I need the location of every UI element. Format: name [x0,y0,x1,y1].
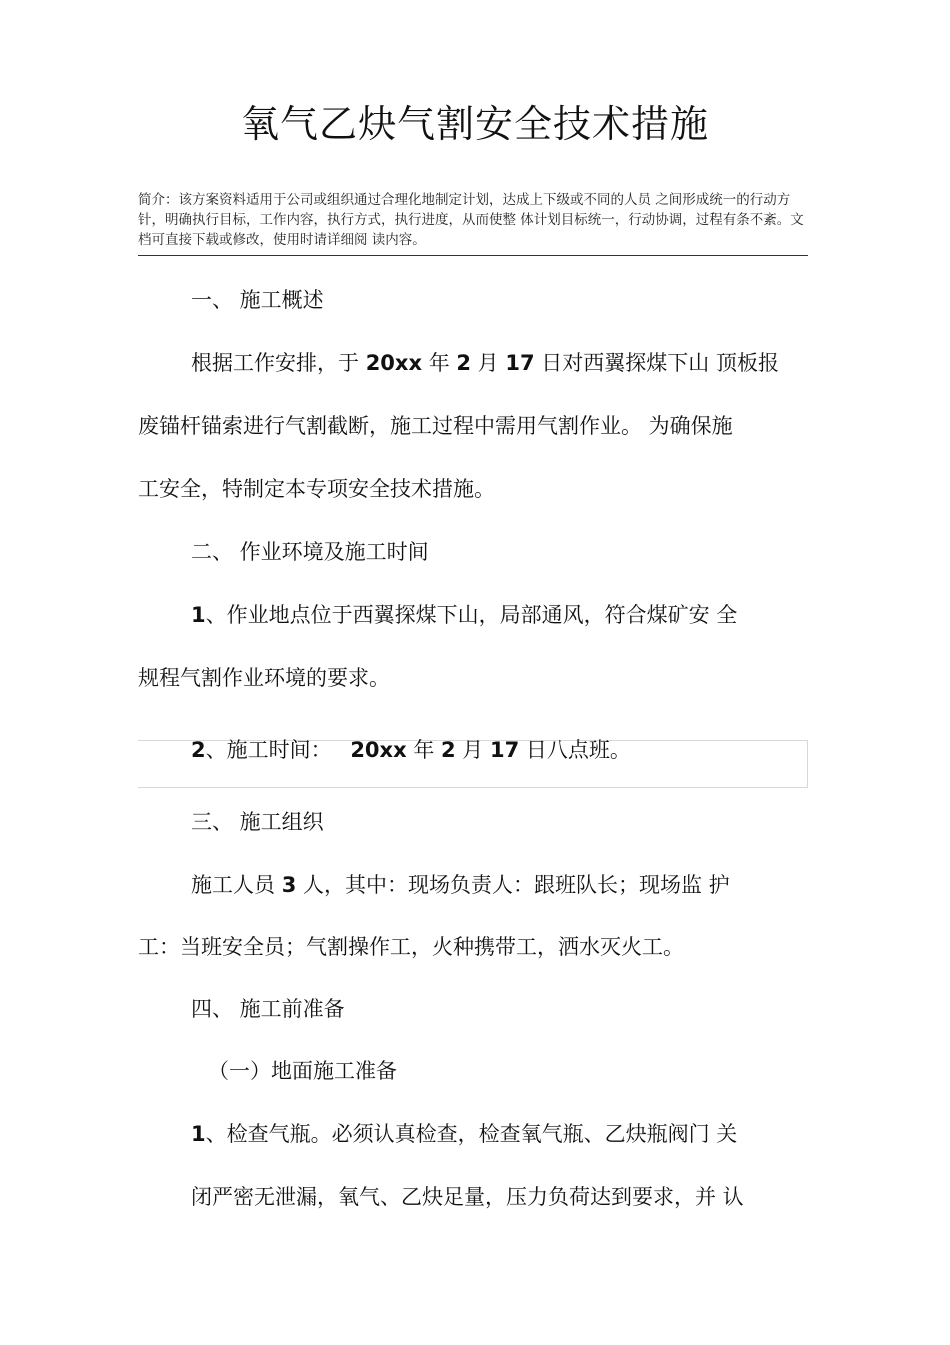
section-2-item-1-line-1 [191,599,737,629]
text: 日对西翼探煤下山 顶板报 [534,351,779,375]
month: 2 [456,351,471,375]
summary-paragraph: 简介：该方案资料适用于公司或组织通过合理化地制定计划，达成上下级或不同的人员 之间形成统一的行动方针，明确执行目标，工作内容，执行方式，执行进度，从而使整 体计划目标统一，行动协调，过程有条不紊。文档可直接下载或修改，使用时请详细阅 读内容。 [138,192,804,248]
section-4-item-1-line-1 [191,1118,737,1148]
text: 人，其中：现场负责人：跟班队长；现场监 护 [296,873,730,897]
section-3-heading: 三、 施工组织 [191,810,324,834]
day: 17 [505,351,535,375]
text: 日八点班。 [519,738,631,762]
summary-divider [138,255,808,256]
year: 20xx [365,351,423,375]
section-4-heading: 四、 施工前准备 [191,997,345,1021]
section-4-item-1-line-2: 闭严密无泄漏，氧气、乙炔足量，压力负荷达到要求，并 认 [191,1185,744,1209]
year: 20xx [350,738,407,762]
section-1-line-3: 工安全，特制定本专项安全技术措施。 [138,477,495,501]
item-number: 1 [191,603,206,627]
section-4-subheading-1: （一）地面施工准备 [208,1059,397,1083]
text: 施工人员 [191,873,282,897]
text: 月 [455,738,490,762]
section-1-heading: 一、 施工概述 [191,288,324,312]
section-2-item-1-line-2: 规程气割作业环境的要求。 [138,666,390,690]
section-1-line-2: 废锚杆锚索进行气割截断，施工过程中需用气割作业。 为确保施 [138,414,733,438]
box-border-bottom [138,787,808,788]
item-number: 2 [191,738,206,762]
section-2-item-2 [191,734,631,764]
text: 年 [406,738,441,762]
item-number: 1 [191,1122,206,1146]
month: 2 [441,738,456,762]
text: 根据工作安排，于 [191,351,366,375]
day: 17 [489,738,520,762]
section-2-heading: 二、 作业环境及施工时间 [191,540,429,564]
text: 年 [422,351,457,375]
text: 、检查气瓶。必须认真检查，检查氧气瓶、乙炔瓶阀门 关 [205,1122,738,1146]
box-border-right [807,740,808,787]
document-title: 氧气乙炔气割安全技术措施 [240,102,709,146]
section-3-line-2: 工：当班安全员；气割操作工，火种携带工，洒水灭火工。 [138,935,684,959]
number: 3 [281,873,297,897]
section-3-line-1 [191,869,730,899]
text: 、作业地点位于西翼探煤下山，局部通风，符合煤矿安 全 [205,603,738,627]
section-1-line-1 [191,347,779,377]
text: 月 [471,351,506,375]
text: 、施工时间： [205,738,339,762]
